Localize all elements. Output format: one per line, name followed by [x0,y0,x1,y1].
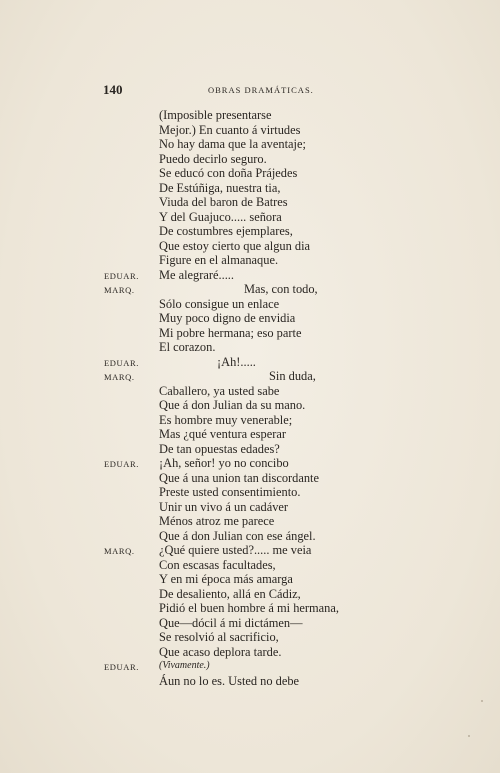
verse-line [0,224,500,239]
verse-line [0,398,500,413]
verse-line [0,413,500,428]
verse-text: No hay dama que la aventaje; [159,137,306,151]
verse-line [0,297,500,312]
verse-line [0,471,500,486]
verse-text: De tan opuestas edades? [159,441,280,456]
verse-lines [0,108,500,688]
verse-line [0,137,500,152]
verse-text: Caballero, ya usted sabe [159,383,280,398]
verse-line [0,529,500,544]
verse-line [0,210,500,225]
verse-text: Que estoy cierto que algun dia [159,238,311,253]
verse-text: Ménos atroz me parece [159,514,275,528]
verse-line [0,427,500,442]
verse-line [0,616,500,631]
verse-line [0,572,500,587]
verse-line [0,108,500,123]
verse-text: Que—dócil á mi dictámen— [159,615,303,630]
verse-line [0,485,500,500]
verse-line [0,587,500,602]
verse-line [0,123,500,138]
paper-speck [468,735,470,737]
verse-text: ¿Qué quiere usted?..... me veia [159,543,312,557]
verse-text: Muy poco digno de envidia [159,311,296,325]
verse-line [0,500,500,515]
verse-line [0,340,500,355]
verse-line [0,558,500,573]
verse-line [0,253,500,268]
verse-text: Me alegraré..... [159,267,234,282]
verse-text: Figure en el almanaque. [159,253,279,267]
verse-text: ¡Ah!..... [217,354,256,369]
verse-text: Mejor.) En cuanto á virtudes [159,122,301,137]
verse-line [0,442,500,457]
page-number: 140 [103,82,123,97]
verse-text: De desaliento, allá en Cádiz, [159,586,301,601]
speaker-label: MARQ. [104,546,135,556]
page-header [103,82,363,100]
stage-direction: (Vivamente.) [159,660,210,671]
speaker-label: MARQ. [104,285,135,295]
verse-text: Sin duda, [269,369,316,383]
verse-line [0,543,500,558]
verse-text: Viuda del baron de Batres [159,195,288,209]
speaker-label: EDUAR. [104,357,140,368]
verse-line [0,195,500,210]
verse-text: El corazon. [159,340,216,354]
verse-line [0,355,500,370]
verse-line [0,166,500,181]
speaker-label: EDUAR. [104,662,140,672]
verse-text: De costumbres ejemplares, [159,224,293,238]
verse-text: Mas, con todo, [244,282,318,296]
verse-text: Se resolvió al sacrificio, [159,630,279,644]
verse-line [0,645,500,660]
verse-text: Y del Guajuco..... señora [159,209,282,224]
verse-text: Que á don Julian con ese ángel. [159,528,316,543]
running-head: OBRAS DRAMÁTICAS. [208,85,314,95]
verse-line [0,181,500,196]
verse-line [0,311,500,326]
verse-line [0,268,500,283]
verse-text: Puedo decirlo seguro. [159,151,267,166]
verse-text: Áun no lo es. Usted no debe [159,673,300,688]
verse-text: ¡Ah, señor! yo no concibo [159,456,289,470]
verse-text: Mas ¿qué ventura esperar [159,427,286,441]
speaker-label: EDUAR. [104,270,140,281]
verse-line [0,674,500,689]
verse-line [0,514,500,529]
verse-text: Mi pobre hermana; eso parte [159,325,302,340]
verse-line [0,384,500,399]
verse-text: Sólo consigue un enlace [159,296,280,311]
verse-text: Que á una union tan discordante [159,470,319,485]
verse-line [0,369,500,384]
verse-text: Preste usted consentimiento. [159,485,301,499]
verse-line [0,282,500,297]
verse-line [0,659,500,674]
verse-line [0,456,500,471]
verse-text: Pidió el buen hombre á mi hermana, [159,601,339,615]
verse-text: Que á don Julian da su mano. [159,398,306,412]
verse-text: Y en mi época más amarga [159,572,293,586]
verse-text: De Estúñiga, nuestra tia, [159,180,281,195]
verse-text: Es hombre muy venerable; [159,412,293,427]
verse-text: Con escasas facultades, [159,557,276,572]
verse-text: (Imposible presentarse [159,108,272,122]
verse-text: Que acaso deplora tarde. [159,644,282,659]
speaker-label: MARQ. [104,372,135,382]
verse-line [0,326,500,341]
verse-line [0,601,500,616]
verse-line [0,239,500,254]
paper-speck [481,700,483,702]
verse-text: Unir un vivo á un cadáver [159,499,289,514]
verse-line [0,630,500,645]
verse-line [0,152,500,167]
speaker-label: EDUAR. [104,459,140,469]
verse-text: Se educó con doña Prájedes [159,166,298,180]
